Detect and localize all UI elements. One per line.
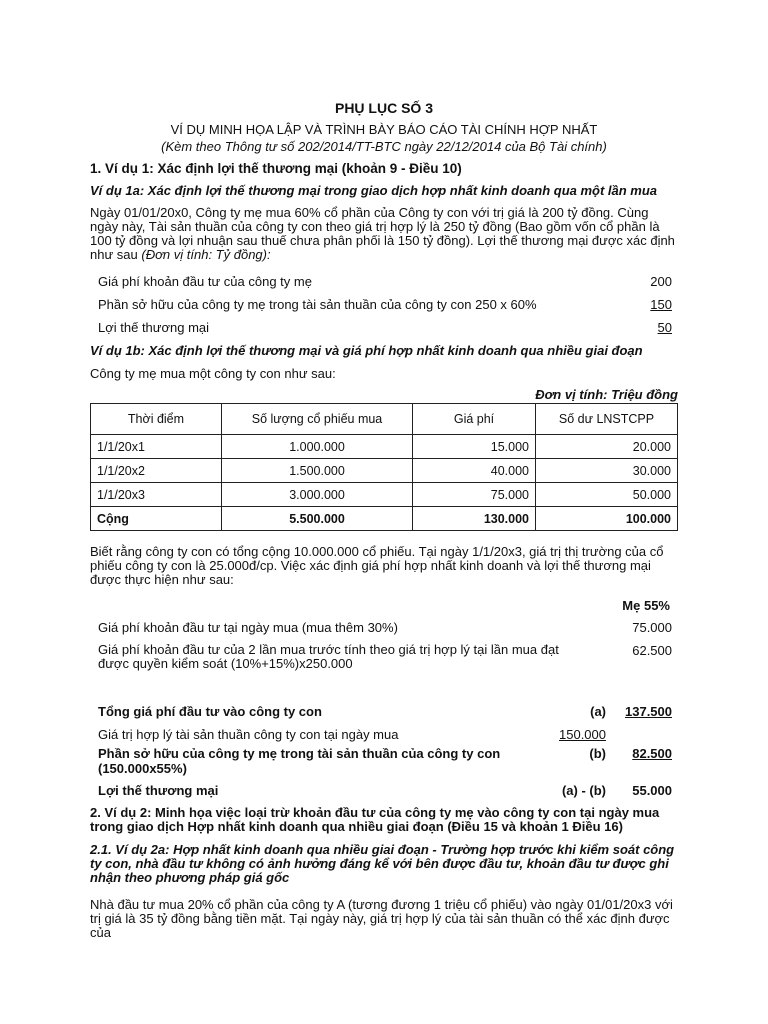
calc-row-5-value: 82.500	[632, 746, 672, 761]
calc-row-5-label: Phần sở hữu của công ty mẹ trong tài sản thuần của công ty con (150.000x55%)	[98, 746, 501, 776]
ex1a-row-1-value: 200	[650, 274, 672, 289]
table-cell: 50.000	[536, 483, 678, 507]
calc-row-6-value: 55.000	[632, 783, 672, 798]
calc-row-4-value: 150.000	[559, 727, 606, 742]
table-cell: 1.000.000	[222, 435, 413, 459]
table-cell: 1/1/20x1	[91, 435, 222, 459]
calc-row-6-tag: (a) - (b)	[561, 783, 606, 798]
table-cell: 130.000	[413, 507, 536, 531]
section-2-heading: 2. Ví dụ 2: Minh họa việc loại trừ khoản đầu tư của công ty mẹ vào công ty con tại ngày mua trong giao dịch Hợp nhất kinh doanh qua nhiều giai đoạn (Điều 15 và khoản 1 Điều 16)	[90, 805, 660, 834]
example-1a-text: Ngày 01/01/20x0, Công ty mẹ mua 60% cổ phần của Công ty con với trị giá là 200 tỷ đồng. Cùng ngày này, Tài sản thuần của công ty con theo giá trị hợp lý là 250 tỷ đồng (Bao gồm vốn cổ phần là 100 tỷ đồng và lợi nhuận sau thuế chưa phân phối là 150 tỷ đồng). Lợi thế thương mại được xác định như sau	[90, 205, 675, 262]
table-header-cell: Số dư LNSTCPP	[536, 404, 678, 435]
table-cell: 1/1/20x2	[91, 459, 222, 483]
unit-label: Đơn vị tính: Triệu đồng	[535, 387, 678, 402]
table-cell: 30.000	[536, 459, 678, 483]
calc-row-3-value: 137.500	[625, 704, 672, 719]
calc-row-4-label: Giá trị hợp lý tài sản thuần công ty con tại ngày mua	[98, 727, 399, 742]
table-cell: 15.000	[413, 435, 536, 459]
page-subtitle: VÍ DỤ MINH HỌA LẬP VÀ TRÌNH BÀY BÁO CÁO TÀI CHÍNH HỢP NHẤT	[170, 122, 598, 137]
example-1a-unit: (Đơn vị tính: Tỷ đồng):	[141, 247, 271, 262]
example-1b-paragraph: Biết rằng công ty con có tổng cộng 10.000.000 cổ phiếu. Tại ngày 1/1/20x3, giá trị thị trường của cổ phiếu công ty con là 25.000đ/cp. Việc xác định giá phí hợp nhất kinh doanh và lợi thế thương mại được thực hiện như sau:	[90, 544, 664, 587]
column-header-parent: Mẹ 55%	[622, 598, 670, 613]
ex1a-row-3-label: Lợi thế thương mại	[98, 320, 210, 335]
table-cell: 20.000	[536, 435, 678, 459]
calc-row-2-label: Giá phí khoản đầu tư của 2 lần mua trước tính theo giá trị hợp lý tại lần mua đạt được quyền kiểm soát (10%+15%)x250.000	[98, 642, 559, 671]
table-cell: 1/1/20x3	[91, 483, 222, 507]
table-cell: 40.000	[413, 459, 536, 483]
calc-row-1-label: Giá phí khoản đầu tư tại ngày mua (mua thêm 30%)	[98, 620, 398, 635]
ex1a-row-2-value: 150	[650, 297, 672, 312]
page-title: PHỤ LỤC SỐ 3	[334, 100, 433, 116]
calc-row-1-value: 75.000	[632, 620, 672, 635]
example-1b-heading: Ví dụ 1b: Xác định lợi thế thương mại và giá phí hợp nhất kinh doanh qua nhiều giai đoạn	[90, 343, 643, 358]
table-cell: 3.000.000	[222, 483, 413, 507]
page-subtitle-note: (Kèm theo Thông tư số 202/2014/TT-BTC ngày 22/12/2014 của Bộ Tài chính)	[161, 139, 607, 154]
table-cell: 5.500.000	[222, 507, 413, 531]
table-cell: 75.000	[413, 483, 536, 507]
example-2a-paragraph: Nhà đầu tư mua 20% cổ phần của công ty A (tương đương 1 triệu cổ phiếu) vào ngày 01/01/20x3 với trị giá là 35 tỷ đồng bằng tiền mặt. Tại ngày này, giá trị hợp lý của tài sản thuần có thể xác định được của	[90, 897, 673, 940]
table-row	[91, 459, 678, 483]
table-header-cell: Thời điểm	[91, 404, 222, 435]
purchase-table	[90, 403, 678, 531]
example-1a-paragraph	[90, 206, 680, 262]
ex1a-row-3-value: 50	[657, 320, 672, 335]
calc-row-3-tag: (a)	[590, 704, 606, 719]
ex1a-row-1-label: Giá phí khoản đầu tư của công ty mẹ	[98, 274, 312, 289]
table-cell: 100.000	[536, 507, 678, 531]
table-cell: Cộng	[91, 507, 222, 531]
example-2a-heading: 2.1. Ví dụ 2a: Hợp nhất kinh doanh qua nhiều giai đoạn - Trường hợp trước khi kiểm soát công ty con, nhà đầu tư không có ảnh hưởng đáng kể với bên được đầu tư, khoản đầu tư được ghi nhận theo phương pháp giá gốc	[90, 842, 675, 885]
table-row	[91, 483, 678, 507]
table-header-row	[91, 404, 678, 435]
table-header-cell: Giá phí	[413, 404, 536, 435]
ex1a-row-2-label: Phần sở hữu của công ty mẹ trong tài sản thuần của công ty con 250 x 60%	[98, 297, 537, 312]
table-header-cell: Số lượng cổ phiếu mua	[222, 404, 413, 435]
calc-row-2-value: 62.500	[632, 643, 672, 658]
table-cell: 1.500.000	[222, 459, 413, 483]
calc-row-6-label: Lợi thế thương mại	[98, 783, 219, 798]
section-1-heading: 1. Ví dụ 1: Xác định lợi thế thương mại (khoản 9 - Điều 10)	[90, 161, 462, 176]
example-1a-heading: Ví dụ 1a: Xác định lợi thế thương mại trong giao dịch hợp nhất kinh doanh qua một lần mua	[90, 183, 658, 198]
example-1b-intro: Công ty mẹ mua một công ty con như sau:	[90, 366, 336, 381]
table-row	[91, 435, 678, 459]
calc-row-3-label: Tổng giá phí đầu tư vào công ty con	[98, 704, 322, 719]
table-total-row	[91, 507, 678, 531]
calc-row-5-tag: (b)	[589, 746, 606, 761]
